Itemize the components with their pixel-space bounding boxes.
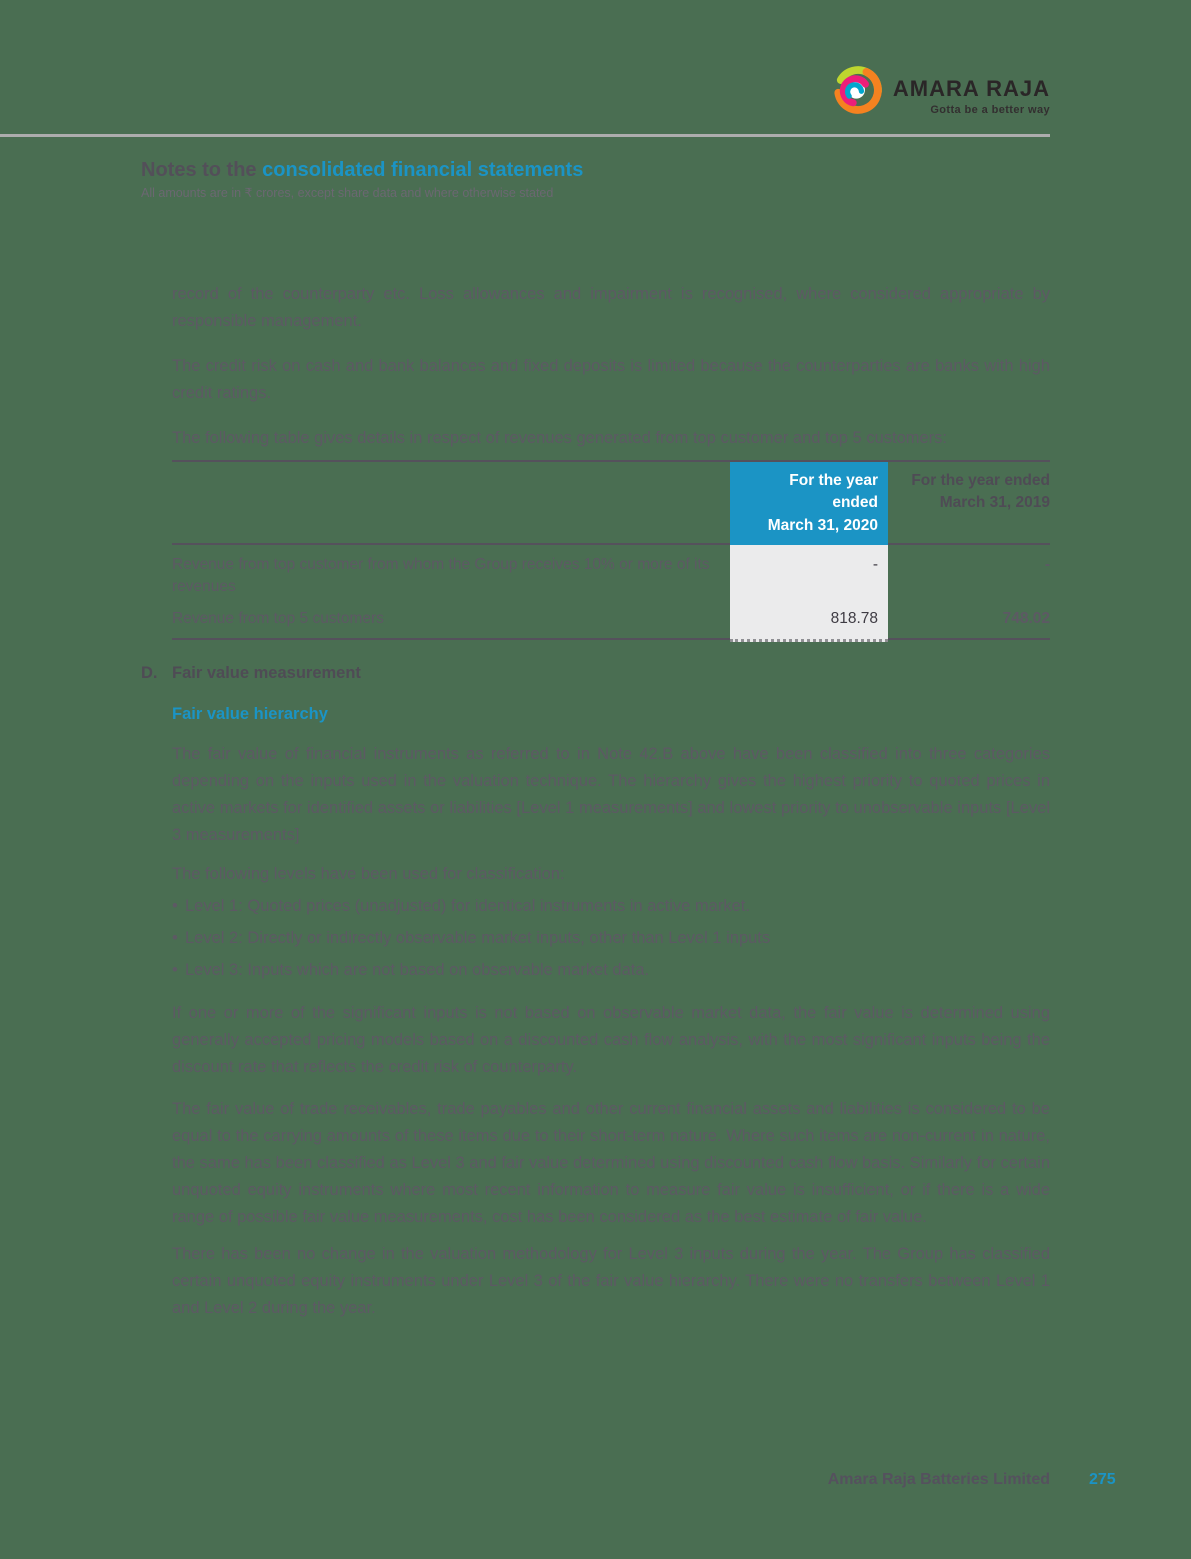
row-label: Revenue from top customer from whom the Group receives 10% or more of its revenues: [172, 556, 710, 596]
main-content: [141, 281, 1050, 1322]
bullet-text: Level 1: Quoted prices (unadjusted) for identical instruments in active market.: [185, 897, 750, 916]
levels-bullet-list: [172, 893, 1050, 984]
table-header-fy2019: [888, 462, 1050, 545]
row-fy2020-value: 818.78: [830, 609, 878, 627]
page-title-prefix: Notes to the: [141, 159, 263, 181]
section-d-label: D.: [141, 664, 158, 683]
table-header-row: [172, 460, 1050, 545]
paragraph-credit-risk: The credit risk on cash and bank balances and fixed deposits is limited because the counterparties are banks with high credit ratings.: [172, 357, 1050, 402]
brand-text-block: [893, 62, 1050, 116]
paragraph-levels-intro: The following levels have been used for classification:: [172, 865, 565, 884]
table-header-fy2020: [730, 462, 888, 545]
fy2019-header-line1: For the year ended: [911, 472, 1050, 489]
bullet-icon: •: [172, 961, 178, 980]
bullet-item-level1: [172, 893, 1050, 920]
row-fy2019-value: -: [1044, 556, 1050, 574]
title-block: [141, 158, 1061, 200]
paragraph-trade-receivables: The fair value of trade receivables, trade payables and other current financial assets and liabilities is considered to be equal to the carrying amounts of these items due to their short-term nature. Where such items are non-current in nature, the same has been classified as Level 3 and fair value determined using discounted cash flow basis. Similarly for certain unquoted equity instruments where most recent information to measure fair value is insufficient, or if there is a wide range of possible fair value measurements, cost has been considered as the best estimate of fair value.: [172, 1100, 1050, 1227]
footer-company-name: Amara Raja Batteries Limited: [827, 1471, 1050, 1488]
brand-wordmark: AMARA RAJA: [892, 76, 1050, 101]
table-body: [172, 545, 1050, 640]
fair-value-hierarchy-subheading: Fair value hierarchy: [172, 705, 328, 724]
paragraph-significant-inputs: If one or more of the significant inputs is not based on observable market data, the fair value is determined using generally accepted pricing models based on a discounted cash flow analysis, with the most significant inputs being the discount rate that reflects the credit risk of counterparty.: [172, 1004, 1050, 1077]
paragraph-table-intro: The following table gives details in respect of revenues generated from top customer and top 5 customers:: [172, 429, 948, 447]
table-row: [172, 545, 1050, 607]
footer-page-number: 275: [1089, 1471, 1116, 1488]
revenue-table: [172, 460, 1050, 640]
paragraph-valuation-methodology: There has been no change in the valuation methodology for Level 3 inputs during the year. The Group has classified certain unquoted equity instruments under Level 3 of the fair value hierarchy. There were no transfers between Level 1 and Level 2 during the year.: [172, 1245, 1050, 1318]
amounts-note: All amounts are in ₹ crores, except share data and where otherwise stated: [141, 186, 554, 200]
brand-logo: [832, 62, 1050, 118]
header-divider: [0, 134, 1050, 137]
table-row: [172, 608, 1050, 639]
bullet-icon: •: [172, 897, 178, 916]
row-fy2020-value: -: [872, 556, 878, 574]
bullet-text: Level 3: Inputs which are not based on observable market data.: [185, 961, 650, 980]
brand-tagline: Gotta be a better way: [930, 104, 1050, 116]
bullet-item-level3: [172, 957, 1050, 984]
section-d-title: Fair value measurement: [172, 664, 361, 683]
section-d-heading: [141, 660, 1050, 687]
fy2019-header-line2: March 31, 2019: [939, 494, 1050, 512]
amara-raja-swirl-icon: [832, 62, 884, 118]
fy2020-header-line2: March 31, 2020: [767, 516, 878, 534]
bullet-text: Level 2: Directly or indirectly observable market inputs, other than Level 1 inputs: [185, 929, 771, 948]
page-title-highlight: consolidated financial statements: [262, 159, 584, 181]
fy2020-header-line1: For the year ended: [789, 472, 878, 512]
paragraph-credit-record: record of the counterparty etc. Loss allowances and impairment is recognised, where considered appropriate by responsible management.: [172, 285, 1050, 330]
bullet-icon: •: [172, 929, 178, 948]
row-label: Revenue from top 5 customers: [172, 609, 384, 627]
bullet-item-level2: [172, 925, 1050, 952]
paragraph-fair-value-classification: The fair value of financial instruments as referred to in Note 42.B above have been classified into three categories depending on the inputs used in the valuation technique. The hierarchy gives the highest priority to quoted prices in active markets for identified assets or liabilities [Level 1 measurements] and lowest priority to unobservable inputs [Level 3 measurements]: [172, 745, 1050, 845]
table-header-empty-cell: [172, 462, 730, 545]
row-fy2019-value: 748.02: [1002, 609, 1050, 627]
page-title: [141, 158, 1061, 182]
